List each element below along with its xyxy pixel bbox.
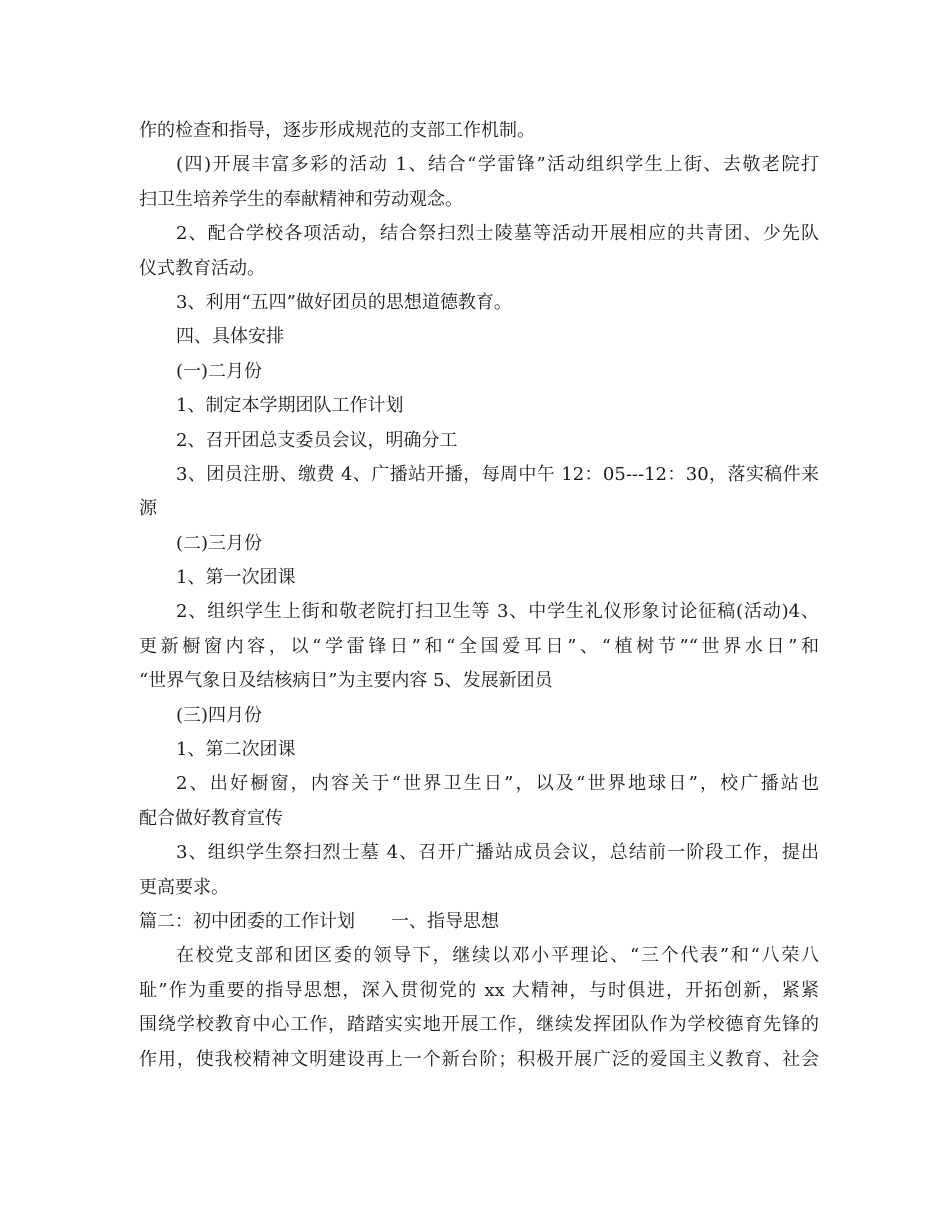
section-heading: 四、具体安排 (176, 326, 284, 348)
paragraph-line: 仪式教育活动。 (139, 257, 265, 279)
paragraph-line: 更新橱窗内容，以“学雷锋日”和“全国爱耳日”、“植树节”“世界水日”和 (139, 635, 819, 657)
paragraph-line: 耻”作为重要的指导思想，深入贯彻党的 xx 大精神，与时俱进，开拓创新，紧紧 (139, 979, 819, 1001)
list-item: 2、组织学生上街和敬老院打扫卫生等 3、中学生礼仪形象讨论征稿(活动)4、 (176, 601, 819, 623)
paragraph-line: (四)开展丰富多彩的活动 1、结合“学雷锋”活动组织学生上街、去敬老院打 (176, 154, 819, 176)
list-item: 2、出好橱窗，内容关于“世界卫生日”，以及“世界地球日”，校广播站也 (176, 773, 819, 795)
paragraph-line: 在校党支部和团区委的领导下，继续以邓小平理论、“三个代表”和“八荣八 (176, 945, 819, 967)
article-title: 篇二：初中团委的工作计划 (139, 910, 355, 932)
paragraph-line: 2、配合学校各项活动，结合祭扫烈士陵墓等活动开展相应的共青团、少先队 (176, 223, 819, 245)
list-item: 1、第二次团课 (176, 739, 296, 761)
article-subheading: 一、指导思想 (391, 910, 499, 932)
list-item: 3、组织学生祭扫烈士墓 4、召开广播站成员会议，总结前一阶段工作，提出 (176, 842, 819, 864)
paragraph-line: 更高要求。 (139, 876, 229, 898)
list-item: 1、第一次团课 (176, 567, 296, 589)
paragraph-line: “世界气象日及结核病日”为主要内容 5、发展新团员 (139, 670, 553, 692)
article-heading (139, 905, 819, 939)
month-heading: (一)二月份 (176, 360, 263, 382)
month-heading: (三)四月份 (176, 704, 263, 726)
paragraph-line: 源 (139, 498, 157, 520)
document-body (139, 114, 819, 1077)
paragraph-line: 围绕学校教育中心工作，踏踏实实地开展工作，继续发挥团队作为学校德育先锋的 (139, 1014, 819, 1036)
list-item: 3、团员注册、缴费 4、广播站开播，每周中午 12：05---12：30，落实稿件来 (176, 463, 819, 485)
paragraph-line: 作的检查和指导，逐步形成规范的支部工作机制。 (139, 120, 535, 141)
month-heading: (二)三月份 (176, 532, 263, 554)
paragraph-line: 作用，使我校精神文明建设再上一个新台阶；积极开展广泛的爱国主义教育、社会 (139, 1048, 819, 1070)
paragraph-line: 扫卫生培养学生的奉献精神和劳动观念。 (139, 188, 463, 210)
paragraph-line: 配合做好教育宣传 (139, 807, 283, 829)
list-item: 2、召开团总支委员会议，明确分工 (176, 429, 458, 451)
list-item: 1、制定本学期团队工作计划 (176, 395, 404, 417)
paragraph-line: 3、利用“五四”做好团员的思想道德教育。 (176, 291, 512, 313)
